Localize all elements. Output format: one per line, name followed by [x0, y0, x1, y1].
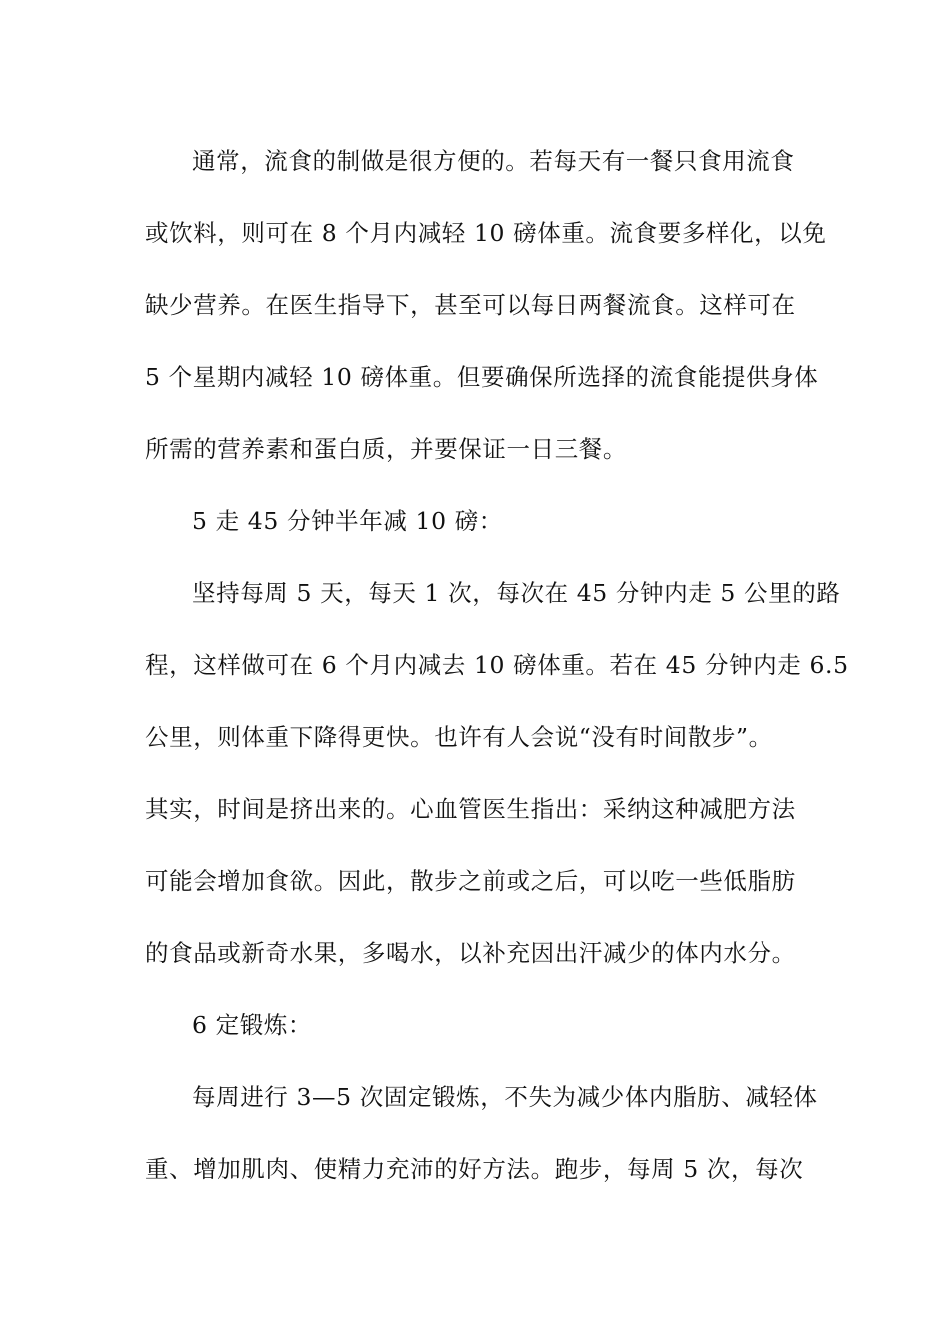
paragraph-line: 其实，时间是挤出来的。心血管医生指出：采纳这种减肥方法 — [145, 795, 796, 823]
paragraph-line: 5 个星期内减轻 10 磅体重。但要确保所选择的流食能提供身体 — [145, 363, 819, 391]
paragraph-line: 公里，则体重下降得更快。也许有人会说“没有时间散步”。 — [145, 723, 773, 751]
paragraph-line: 缺少营养。在医生指导下，甚至可以每日两餐流食。这样可在 — [145, 291, 796, 319]
paragraph-line: 坚持每周 5 天，每天 1 次，每次在 45 分钟内走 5 公里的路 — [192, 579, 841, 607]
section-heading: 6 定锻炼： — [192, 1011, 313, 1039]
document-body — [145, 125, 849, 1205]
paragraph-line: 重、增加肌肉、使精力充沛的好方法。跑步，每周 5 次，每次 — [145, 1155, 804, 1183]
section-heading: 5 走 45 分钟半年减 10 磅： — [192, 507, 503, 535]
paragraph-line: 可能会增加食欲。因此，散步之前或之后，可以吃一些低脂肪 — [145, 867, 796, 895]
paragraph-line: 的食品或新奇水果，多喝水，以补充因出汗减少的体内水分。 — [145, 939, 796, 967]
paragraph-line: 程，这样做可在 6 个月内减去 10 磅体重。若在 45 分钟内走 6.5 — [145, 651, 849, 679]
paragraph-line: 所需的营养素和蛋白质，并要保证一日三餐。 — [145, 435, 627, 463]
paragraph-line: 每周进行 3—5 次固定锻炼，不失为减少体内脂肪、减轻体 — [192, 1083, 818, 1111]
paragraph-line: 或饮料，则可在 8 个月内减轻 10 磅体重。流食要多样化，以免 — [145, 219, 827, 247]
paragraph-line: 通常，流食的制做是很方便的。若每天有一餐只食用流食 — [192, 147, 795, 175]
